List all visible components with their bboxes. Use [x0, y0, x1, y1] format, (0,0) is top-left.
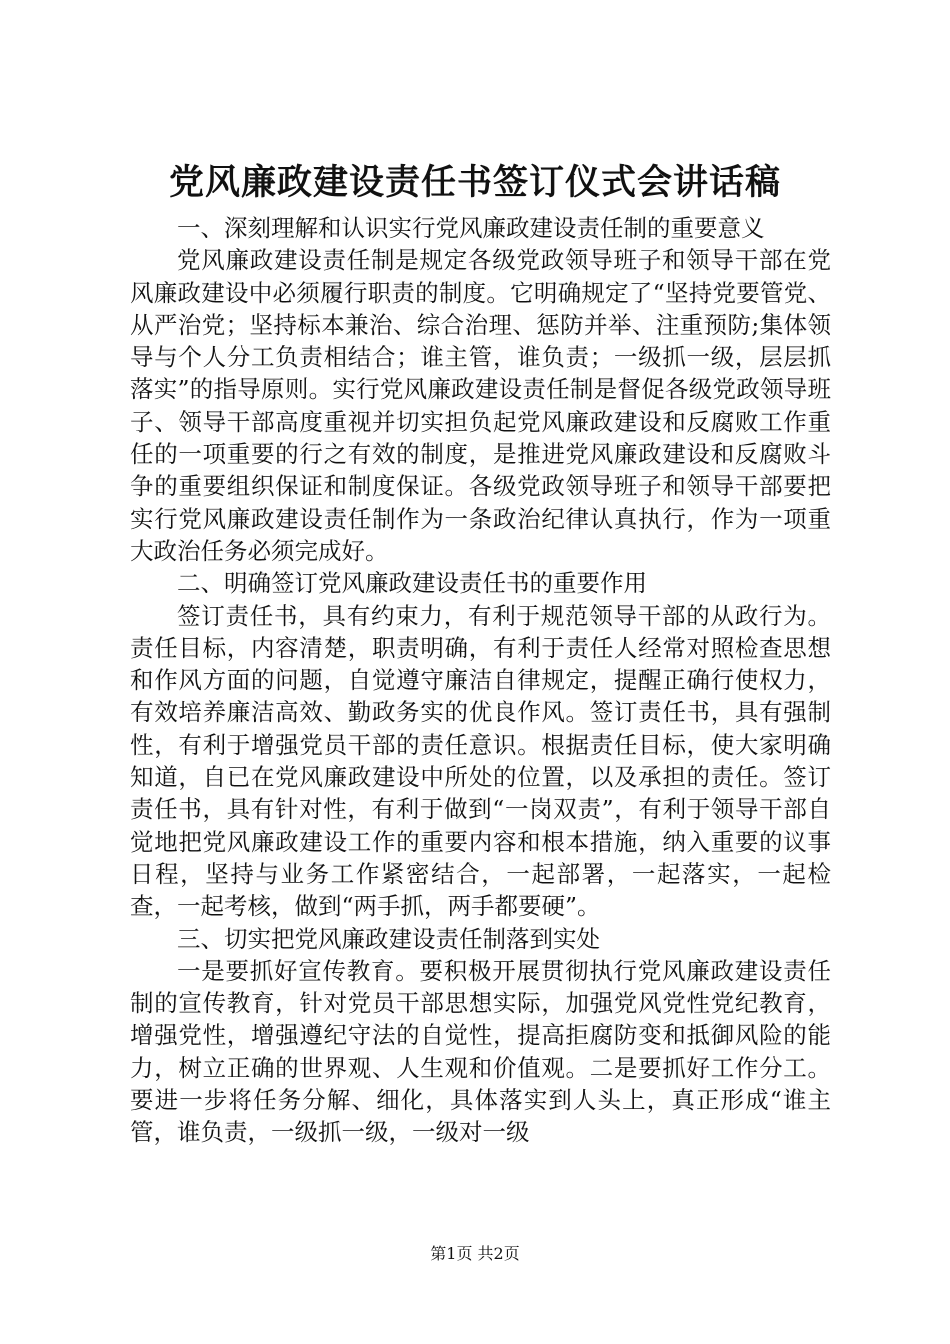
section-heading-1: 一、深刻理解和认识实行党风廉政建设责任制的重要意义: [177, 214, 765, 242]
page-footer: 第1页 共2页: [430, 1244, 520, 1263]
document-title: 党风廉政建设责任书签订仪式会讲话稿: [168, 162, 781, 203]
body-paragraph-2: 签订责任书，具有约束力，有利于规范领导干部的从政行为。责任目标，内容清楚，职责明确，有利于责任人经常对照检查思想和作风方面的问题，自觉遵守廉洁自律规定，提醒正确行使权力，有效培养廉洁高效、勤政务实的优良作风。签订责任书，具有强制性，有利于增强党员干部的责任意识。根据责任目标，使大家明确知道，自已在党风廉政建设中所处的位置，以及承担的责任。签订责任书，具有针对性，有利于做到“一岗双责”，有利于领导干部自觉地把党风廉政建设工作的重要内容和根本措施，纳入重要的议事日程，坚持与业务工作紧密结合，一起部署，一起落实，一起检查，一起考核，做到“两手抓，两手都要硬”。: [130, 601, 831, 921]
document-body: [130, 212, 831, 1149]
section-heading-2: 二、明确签订党风廉政建设责任书的重要作用: [177, 569, 647, 598]
section-heading-3: 三、切实把党风廉政建设责任制落到实处: [177, 924, 600, 953]
body-paragraph-1: 党风廉政建设责任制是规定各级党政领导班子和领导干部在党风廉政建设中必须履行职责的制度。它明确规定了“坚持党要管党、从严治党；坚持标本兼治、综合治理、惩防并举、注重预防;集体领导与个人分工负责相结合；谁主管，谁负责；一级抓一级，层层抓落实”的指导原则。实行党风廉政建设责任制是督促各级党政领导班子、领导干部高度重视并切实担负起党风廉政建设和反腐败工作重任的一项重要的行之有效的制度，是推进党风廉政建设和反腐败斗争的重要组织保证和制度保证。各级党政领导班子和领导干部要把实行党风廉政建设责任制作为一条政治纪律认真执行，作为一项重大政治任务必须完成好。: [130, 246, 831, 565]
body-paragraph-3: 一是要抓好宣传教育。要积极开展贯彻执行党风廉政建设责任制的宣传教育，针对党员干部思想实际，加强党风党性党纪教育，增强党性，增强遵纪守法的自觉性，提高拒腐防变和抵御风险的能力，树立正确的世界观、人生观和价值观。二是要抓好工作分工。要进一步将任务分解、细化，具体落实到人头上，真正形成“谁主管，谁负责，一级抓一级，一级对一级: [130, 956, 831, 1147]
